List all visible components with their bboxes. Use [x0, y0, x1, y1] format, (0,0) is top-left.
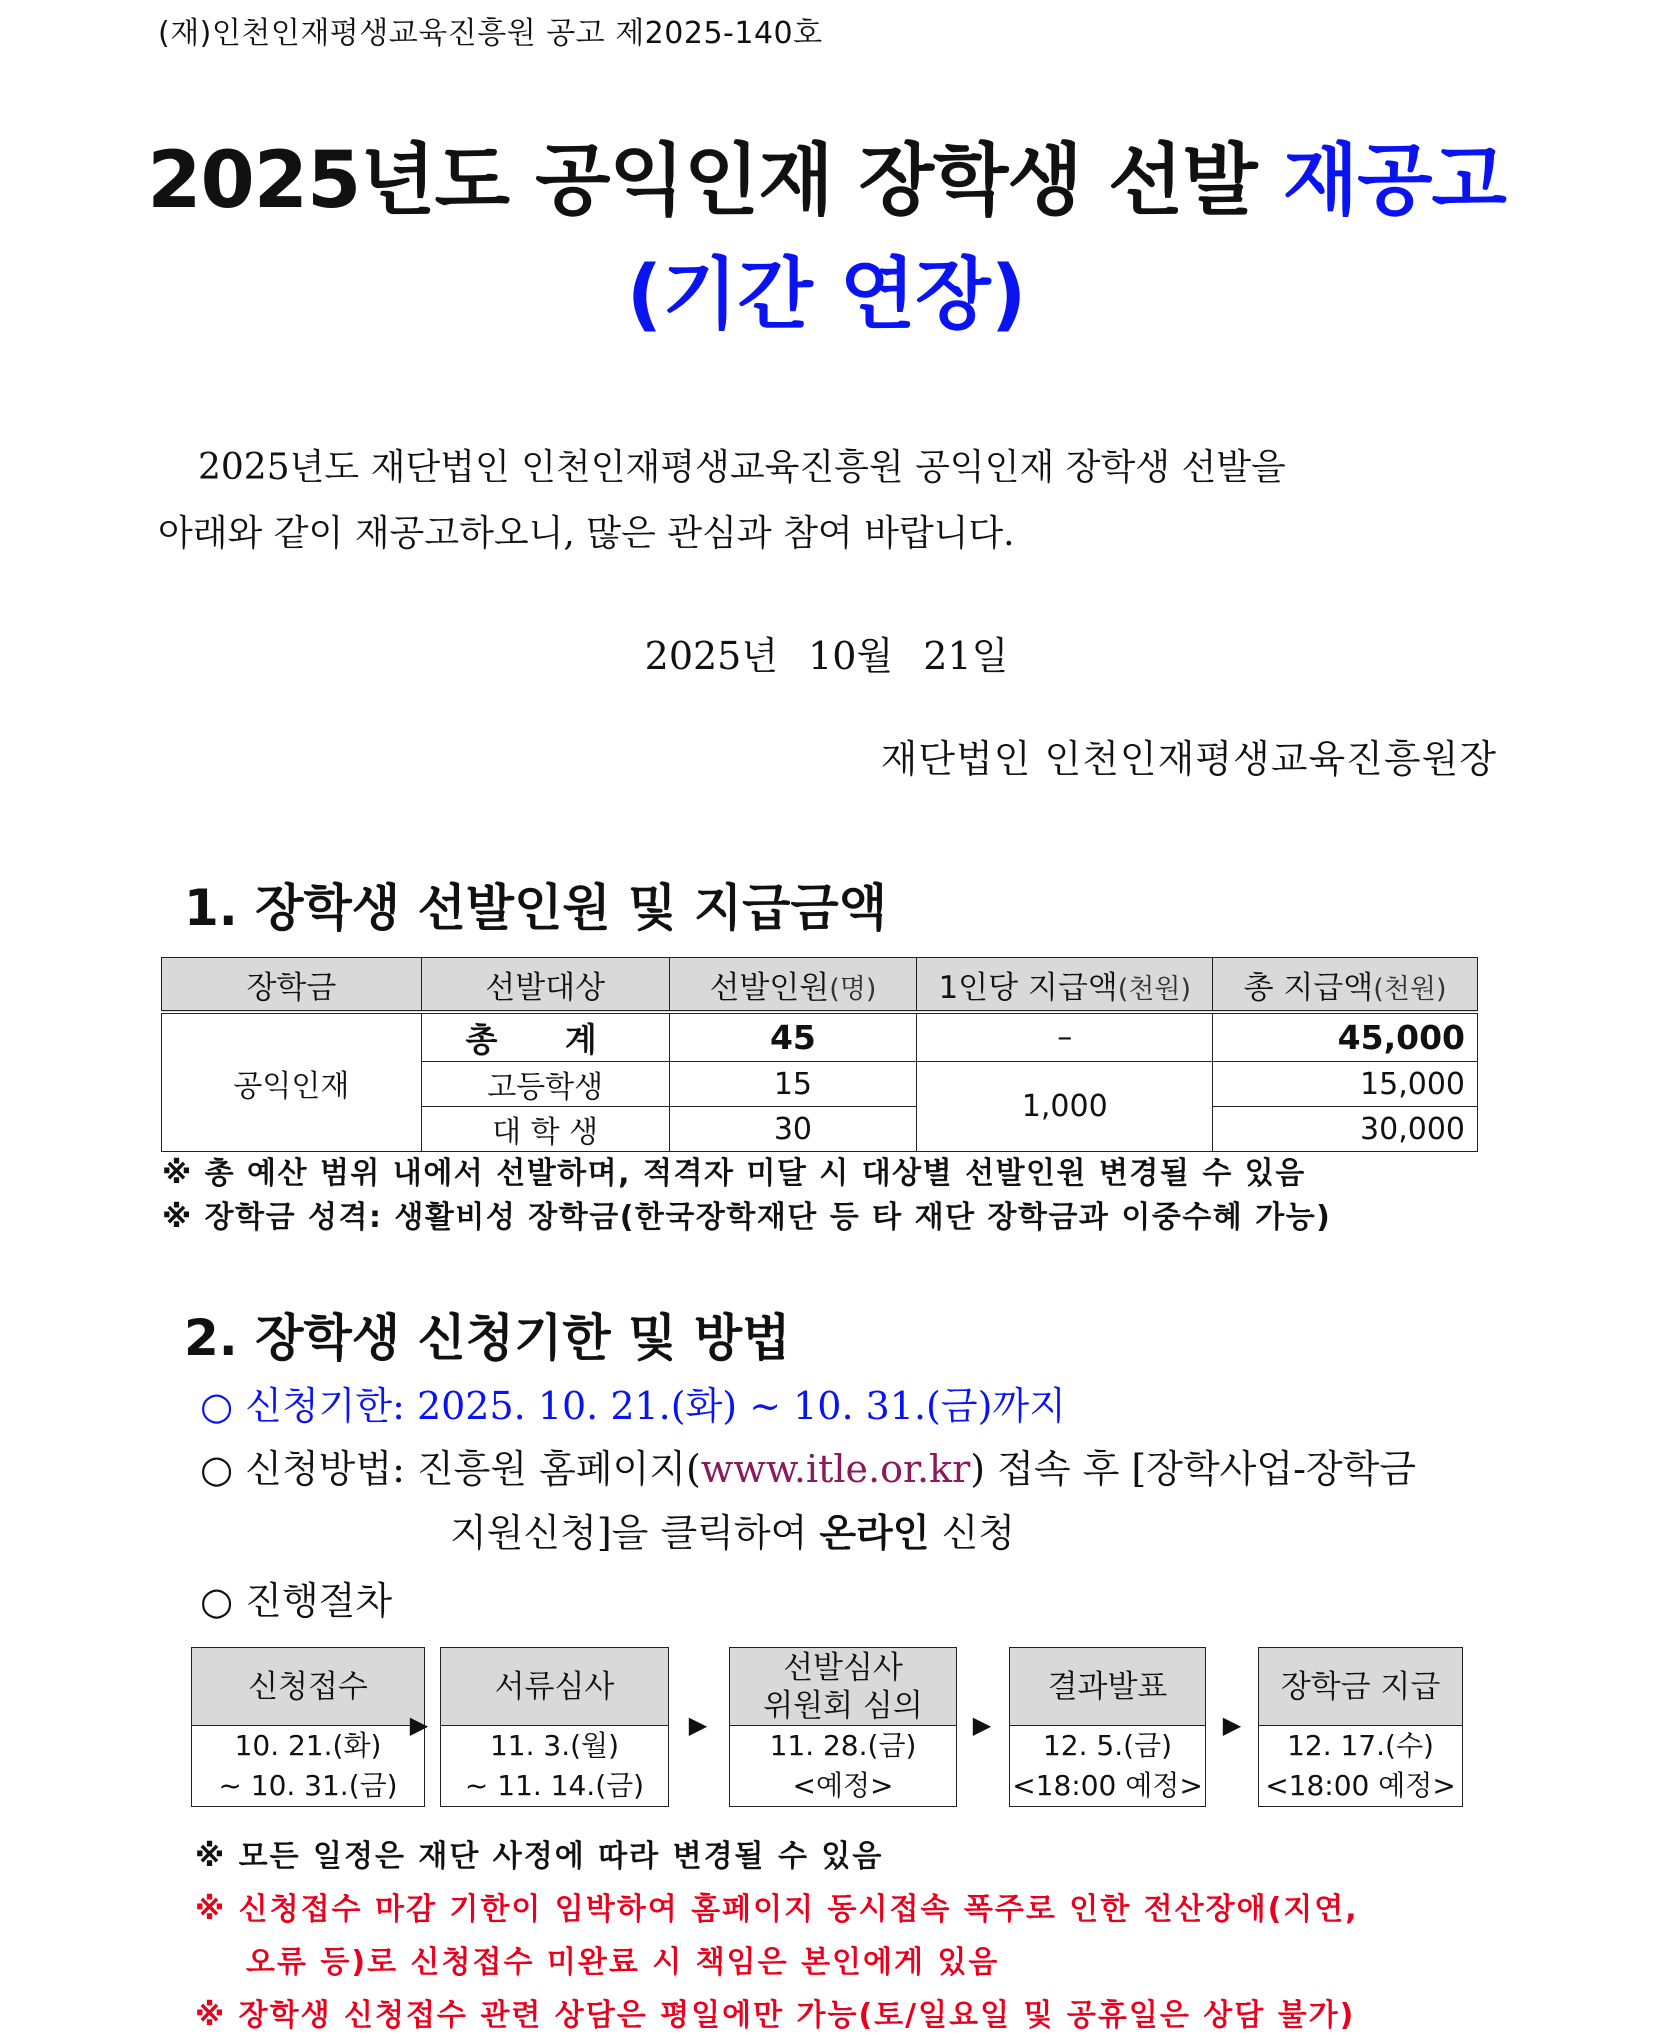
table-row: [162, 1012, 1478, 1062]
cell-count: 15: [669, 1062, 917, 1107]
step-application: [191, 1647, 425, 1807]
issuer: 재단법인 인천인재평생교육진흥원장: [880, 737, 1497, 781]
page-title: [0, 118, 1653, 230]
step-date-start: 12. 5.(금): [1042, 1729, 1173, 1762]
cell-per-person: –: [917, 1012, 1213, 1062]
cell-count: 45: [669, 1012, 917, 1062]
section-2-heading: 2. 장학생 신청기한 및 방법: [184, 1309, 791, 1367]
section-1-heading: 1. 장학생 선발인원 및 지급금액: [184, 879, 888, 937]
cell-target: 총 계: [421, 1012, 669, 1062]
cell-scholarship-name: 공익인재: [162, 1012, 422, 1152]
step-date-start: 11. 28.(금): [769, 1729, 917, 1762]
step-title: 선발심사 위원회 심의: [730, 1648, 956, 1726]
notice-number: (재)인천인재평생교육진흥원 공고 제2025-140호: [158, 16, 823, 51]
cell-total: 30,000: [1213, 1107, 1478, 1152]
section-1-note-2: ※ 장학금 성격: 생활비성 장학금(한국장학재단 등 타 재단 장학금과 이중수혜 가능): [162, 1200, 1332, 1235]
cell-target: 고등학생: [421, 1062, 669, 1107]
step-date-start: 12. 17.(수): [1287, 1729, 1434, 1762]
header-total: 총 지급액(천원): [1213, 958, 1478, 1013]
step-scholarship-payment: [1258, 1647, 1463, 1807]
step-title: 장학금 지급: [1259, 1648, 1462, 1726]
intro-line-2: 아래와 같이 재공고하오니, 많은 관심과 참여 바랍니다.: [158, 513, 1015, 554]
step-title: 서류심사: [441, 1648, 668, 1726]
application-method-line-2: 지원신청]을 클릭하여 온라인 신청: [450, 1511, 1015, 1555]
header-count: 선발인원(명): [669, 958, 917, 1013]
arrow-icon: ▶: [409, 1711, 429, 1739]
step-date-end: ~ 11. 14.(금): [464, 1769, 645, 1802]
step-title: 신청접수: [192, 1648, 424, 1726]
process-note-consultation: ※ 장학생 신청접수 관련 상담은 평일에만 가능(토/일요일 및 공휴일은 상담 불가): [195, 1998, 1356, 2033]
step-date-end: <18:00 예정>: [1265, 1769, 1456, 1802]
notice-date: 2025년 10월 21일: [644, 634, 1009, 678]
page-subtitle: (기간 연장): [626, 250, 1027, 340]
application-method: ○ 신청방법: 진흥원 홈페이지(www.itle.or.kr) 접속 후 [장학사업-장학금: [200, 1447, 1417, 1491]
scholarship-amount-table: [161, 957, 1478, 1152]
step-date-end: ~ 10. 31.(금): [218, 1769, 398, 1802]
header-target: 선발대상: [421, 958, 669, 1013]
process-note-warning-cont: 오류 등)로 신청접수 미완료 시 책임은 본인에게 있음: [246, 1945, 1000, 1980]
process-note-schedule: ※ 모든 일정은 재단 사정에 따라 변경될 수 있음: [195, 1839, 884, 1874]
step-date-end: <18:00 예정>: [1012, 1769, 1203, 1802]
arrow-icon: ▶: [688, 1711, 708, 1739]
step-title: 결과발표: [1010, 1648, 1205, 1726]
step-date-start: 10. 21.(화): [234, 1729, 382, 1762]
process-label: ○ 진행절차: [200, 1579, 393, 1623]
arrow-icon: ▶: [972, 1711, 992, 1739]
intro-paragraph: [158, 435, 1498, 567]
cell-per-person-amount: 1,000: [917, 1062, 1213, 1152]
header-per-person: 1인당 지급액(천원): [917, 958, 1213, 1013]
application-deadline: ○ 신청기한: 2025. 10. 21.(화) ~ 10. 31.(금)까지: [200, 1384, 1066, 1428]
step-date-start: 11. 3.(월): [489, 1729, 620, 1762]
arrow-icon: ▶: [1222, 1711, 1242, 1739]
cell-total: 45,000: [1213, 1012, 1478, 1062]
step-result-announcement: [1009, 1647, 1206, 1807]
table-header-row: [162, 958, 1478, 1013]
homepage-link[interactable]: www.itle.or.kr: [700, 1447, 971, 1491]
intro-line-1: 2025년도 재단법인 인천인재평생교육진흥원 공익인재 장학생 선발을: [198, 447, 1286, 488]
cell-total: 15,000: [1213, 1062, 1478, 1107]
cell-target: 대 학 생: [421, 1107, 669, 1152]
title-highlight: 재공고: [1282, 136, 1506, 226]
step-committee-review: [729, 1647, 957, 1807]
section-1-note-1: ※ 총 예산 범위 내에서 선발하며, 적격자 미달 시 대상별 선발인원 변경될 수 있음: [162, 1156, 1306, 1191]
process-note-warning: ※ 신청접수 마감 기한이 임박하여 홈페이지 동시접속 폭주로 인한 전산장애(지연,: [195, 1892, 1359, 1927]
cell-count: 30: [669, 1107, 917, 1152]
online-emphasis: 온라인: [819, 1511, 930, 1555]
step-document-review: [440, 1647, 669, 1807]
header-scholarship: 장학금: [162, 958, 422, 1013]
title-main: 2025년도 공익인재 장학생 선발: [147, 136, 1283, 226]
step-date-end: <예정>: [792, 1769, 894, 1802]
